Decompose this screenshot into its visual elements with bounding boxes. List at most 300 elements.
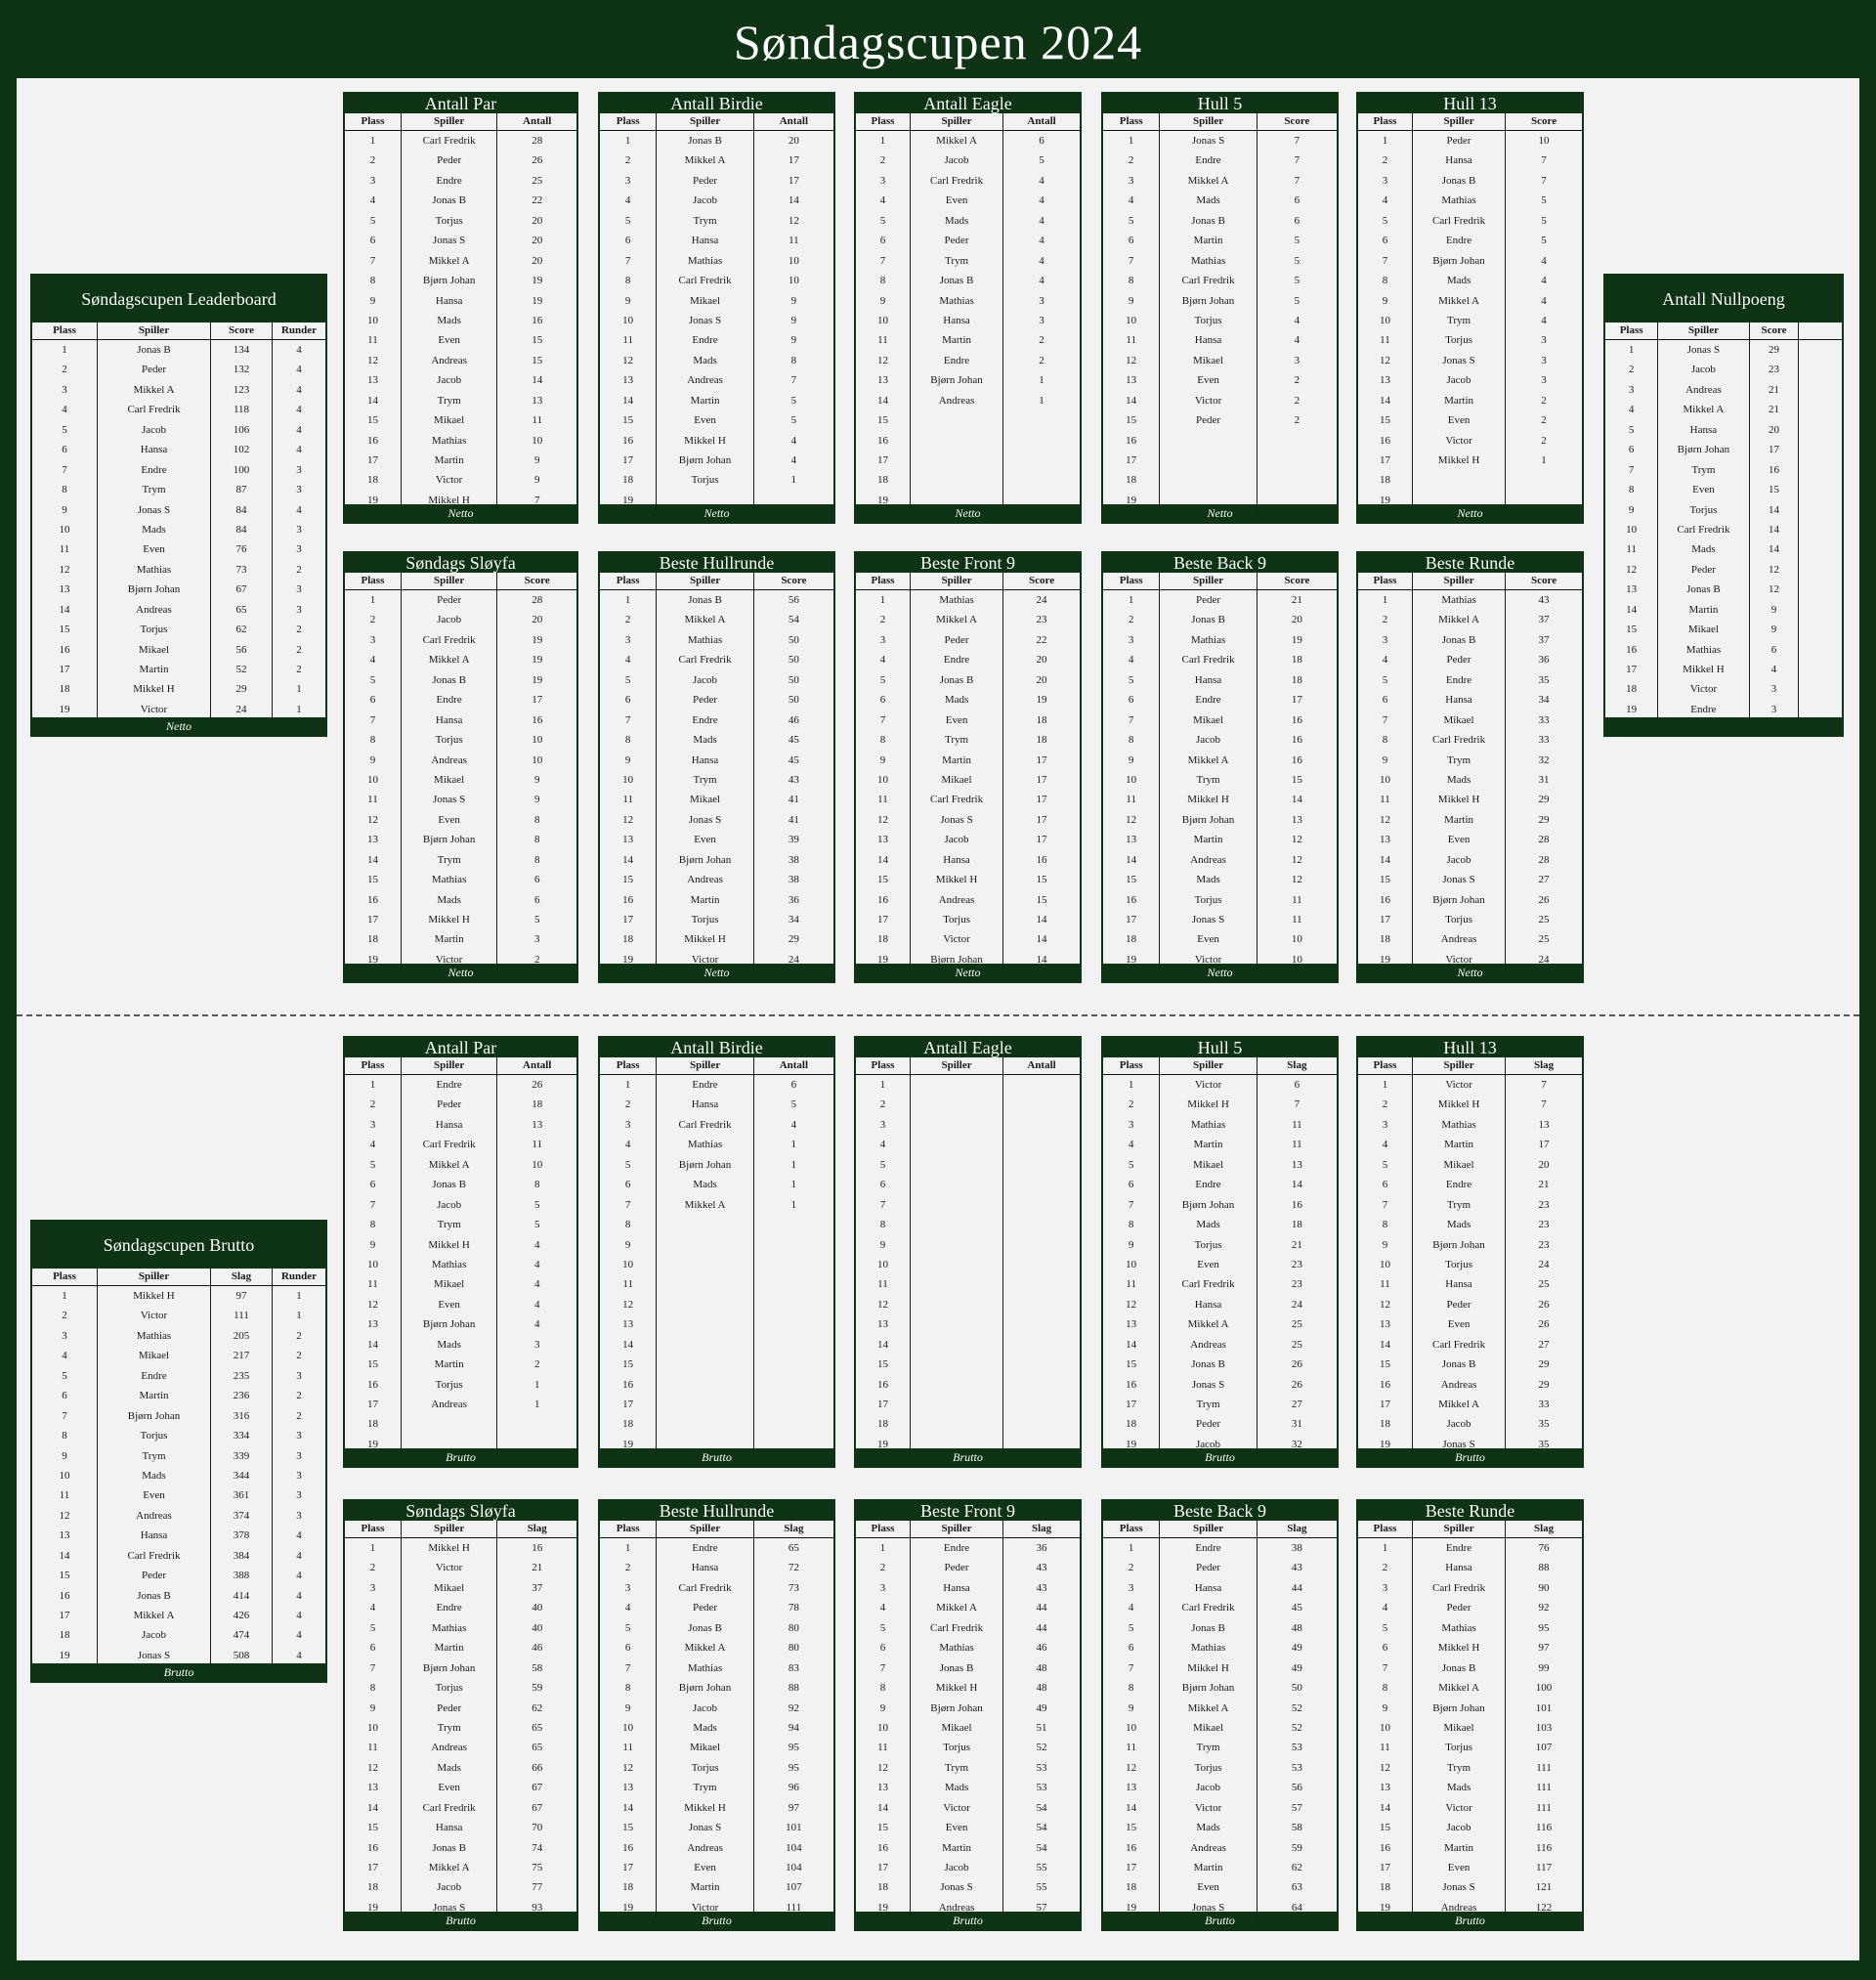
table-cell: Mads <box>401 890 498 910</box>
table-cell: 13 <box>876 1782 888 1794</box>
column-header: Plass <box>871 1059 895 1071</box>
table-row <box>1358 1838 1582 1858</box>
table-cell: 3 <box>1541 354 1547 366</box>
table-cell <box>1003 1375 1080 1395</box>
table-cell: Martin <box>1657 600 1749 620</box>
table-row <box>1103 1558 1337 1577</box>
table-cell: 5 <box>624 673 631 686</box>
table-cell: 5 <box>369 1621 376 1634</box>
table-cell: 12 <box>366 813 378 826</box>
table-cell: 15 <box>1379 1822 1390 1834</box>
table-cell: 44 <box>1291 1581 1302 1594</box>
table-row <box>1605 539 1842 559</box>
table-cell: 25 <box>1538 933 1550 946</box>
table-body <box>345 1057 576 1448</box>
table-row <box>1103 810 1337 830</box>
table-cell: 4 <box>296 383 302 396</box>
table-cell: Mikkel A <box>97 380 211 400</box>
table-cell: 12 <box>1626 563 1638 576</box>
table-row <box>600 231 833 250</box>
netto-table <box>1101 92 1339 524</box>
table-row <box>856 610 1080 629</box>
table-cell <box>656 1414 753 1434</box>
table-cell: 1 <box>1541 454 1547 466</box>
table-cell: 16 <box>366 434 378 447</box>
table-cell: Mikael <box>1159 1718 1257 1738</box>
table-cell: Jonas S <box>656 810 753 830</box>
table-cell: 15 <box>622 1358 634 1371</box>
table-cell: 11 <box>1380 1278 1390 1291</box>
table-row <box>1358 1598 1582 1617</box>
table-row <box>1358 1175 1582 1194</box>
table-cell: 21 <box>1538 1179 1550 1191</box>
table-cell: Endre <box>656 1538 753 1558</box>
table-cell: 56 <box>211 640 273 660</box>
table-cell: Hansa <box>1412 1558 1506 1577</box>
table-cell: 19 <box>1291 633 1302 646</box>
netto-table <box>1356 551 1584 983</box>
table-cell: 1 <box>1382 594 1388 606</box>
column-header: Score <box>1531 575 1557 586</box>
table-cell: 2 <box>369 614 376 626</box>
table-cell: Peder <box>1412 1598 1506 1617</box>
table-cell: Bjørn Johan <box>1412 1699 1506 1718</box>
table-cell: Mads <box>656 1175 753 1194</box>
table-cell: 18 <box>622 933 634 946</box>
table-cell: 17 <box>622 914 634 925</box>
table-cell: 23 <box>1750 360 1800 379</box>
table-cell: Mathias <box>1657 640 1749 660</box>
table-cell: 35 <box>1538 1418 1550 1431</box>
table-cell: Jonas B <box>401 191 498 210</box>
table-cell: 3 <box>296 1449 302 1462</box>
table-cell: Carl Fredrik <box>1412 211 1506 231</box>
table-cell <box>1003 1395 1080 1414</box>
table-cell: 17 <box>1750 440 1800 459</box>
column-header: Slag <box>211 1269 273 1285</box>
table-row <box>600 1738 833 1757</box>
table-row <box>345 1738 576 1757</box>
table-cell: 116 <box>1536 1822 1553 1834</box>
table-cell: 7 <box>624 713 631 726</box>
table-cell: 474 <box>211 1625 273 1645</box>
table-cell: Andreas <box>401 751 498 770</box>
table-cell: 7 <box>624 1198 631 1211</box>
table-title: Hull 5 <box>1197 1038 1243 1057</box>
table-cell: Mikael <box>1159 351 1257 370</box>
table-cell: Mikkel H <box>656 1798 753 1818</box>
table-cell: 48 <box>1036 1661 1047 1674</box>
table-cell: Mikkel A <box>656 1195 753 1215</box>
table-cell: 3 <box>296 523 302 536</box>
table-cell: 2 <box>624 1562 631 1574</box>
table-cell: 9 <box>1382 1701 1388 1714</box>
leaderboard-brutto <box>30 1220 327 1683</box>
table-cell: Martin <box>401 929 498 949</box>
table-cell: 388 <box>211 1566 273 1585</box>
table-cell: 17 <box>622 454 634 466</box>
table-cell: Jonas B <box>656 1618 753 1638</box>
table-cell: Martin <box>401 1355 498 1374</box>
table-cell: 2 <box>296 1350 302 1362</box>
table-cell: 3 <box>879 1118 886 1131</box>
table-cell: 16 <box>1291 713 1302 726</box>
table-row <box>1358 1335 1582 1355</box>
table-cell <box>910 1295 1003 1314</box>
table-cell <box>1258 431 1337 451</box>
table-cell: 4 <box>1128 654 1134 667</box>
table-cell: 3 <box>296 543 302 556</box>
table-cell: 2 <box>1541 394 1547 407</box>
table-cell: 2 <box>1039 334 1045 347</box>
table-cell: Mads <box>656 351 753 370</box>
table-row <box>345 670 576 690</box>
table-row <box>856 1858 1080 1877</box>
table-cell: 88 <box>1538 1562 1550 1574</box>
table-cell: 9 <box>790 294 797 307</box>
table-row <box>345 1095 576 1114</box>
table-cell: 12 <box>876 1761 888 1774</box>
table-cell: 13 <box>1291 813 1302 826</box>
table-cell: 14 <box>366 394 378 407</box>
table-cell: 67 <box>532 1782 543 1794</box>
table-cell: 8 <box>533 834 540 846</box>
table-cell: 10 <box>366 314 378 326</box>
table-cell: 31 <box>1538 773 1550 786</box>
table-cell: 8 <box>624 734 631 747</box>
table-row <box>345 131 576 151</box>
table-cell: 1 <box>369 135 376 147</box>
table-cell: 10 <box>532 1158 543 1171</box>
table-cell: 15 <box>1379 874 1390 886</box>
table-cell <box>910 1395 1003 1414</box>
table-cell: 17 <box>876 914 888 925</box>
column-header: Plass <box>616 1059 640 1071</box>
table-cell: 11 <box>1126 1742 1136 1754</box>
table-cell: 17 <box>1379 1399 1390 1410</box>
table-cell: 2 <box>1541 434 1547 447</box>
column-header: Spiller <box>656 1057 753 1074</box>
table-cell: 18 <box>366 474 378 487</box>
table-row <box>600 1898 833 1917</box>
table-row <box>32 340 325 360</box>
table-cell <box>1003 1095 1080 1114</box>
table-row <box>600 790 833 809</box>
table-cell <box>754 1314 833 1334</box>
table-cell: 3 <box>1128 174 1134 187</box>
table-title: Søndagscupen Leaderboard <box>81 289 277 309</box>
table-row <box>856 431 1080 451</box>
table-cell: Hansa <box>401 1818 498 1837</box>
column-header: Spiller <box>401 1057 498 1074</box>
table-cell: 9 <box>369 753 376 766</box>
table-cell: Torjus <box>401 730 498 750</box>
table-cell: 58 <box>1291 1822 1302 1834</box>
table-cell: Jonas S <box>910 810 1003 830</box>
table-cell: Mads <box>1159 870 1257 889</box>
table-row <box>1103 870 1337 889</box>
table-cell: 19 <box>532 294 543 307</box>
table-cell: Andreas <box>1412 1375 1506 1395</box>
table-cell: Trym <box>97 480 211 499</box>
table-cell: Bjørn Johan <box>1412 890 1506 910</box>
table-title: Antall Par <box>424 1038 497 1057</box>
table-row <box>1103 850 1337 870</box>
table-cell: Martin <box>656 391 753 410</box>
table-cell: 3 <box>624 174 631 187</box>
table-cell: 9 <box>1128 294 1134 307</box>
table-cell: 26 <box>1538 893 1550 906</box>
table-row <box>1358 1578 1582 1598</box>
table-cell: Carl Fredrik <box>656 271 753 290</box>
table-cell: 6 <box>1382 694 1388 707</box>
table-cell: Victor <box>1412 1075 1506 1095</box>
table-row <box>1358 590 1582 610</box>
table-cell <box>1003 1295 1080 1314</box>
table-cell: 15 <box>1626 624 1638 636</box>
table-row <box>1358 311 1582 330</box>
table-cell: Mikael <box>1412 710 1506 730</box>
table-row <box>1358 890 1582 910</box>
table-cell: 236 <box>211 1386 273 1405</box>
table-cell: Bjørn Johan <box>1412 251 1506 271</box>
table-row <box>600 710 833 730</box>
table-row <box>1358 1314 1582 1334</box>
table-row <box>32 539 325 559</box>
table-cell: Andreas <box>1412 929 1506 949</box>
table-cell: Bjørn Johan <box>656 1678 753 1698</box>
column-header: Spiller <box>97 323 211 339</box>
column-header: Plass <box>361 115 385 127</box>
table-cell: 17 <box>1538 1139 1550 1151</box>
table-cell: Mikael <box>910 1718 1003 1738</box>
table-cell: Mikkel H <box>1412 1095 1506 1114</box>
table-cell: 1 <box>879 1079 886 1091</box>
table-cell: Even <box>1657 480 1749 499</box>
table-row <box>345 1778 576 1797</box>
table-cell: 21 <box>532 1562 543 1574</box>
table-cell: 4 <box>1628 404 1635 416</box>
table-cell: 3 <box>369 1581 376 1594</box>
table-cell: 3 <box>1541 374 1547 387</box>
table-cell: 8 <box>1382 1219 1388 1231</box>
table-cell: 3 <box>296 603 302 616</box>
table-row <box>345 291 576 311</box>
table-cell: Mads <box>910 1778 1003 1797</box>
table-cell <box>1003 1215 1080 1234</box>
table-cell <box>910 1335 1003 1355</box>
table-row <box>1358 491 1582 510</box>
table-cell: Mathias <box>1159 1638 1257 1657</box>
table-row <box>345 491 576 510</box>
table-row <box>600 431 833 451</box>
table-cell: 374 <box>211 1506 273 1526</box>
table-row <box>345 1375 576 1395</box>
table-title: Beste Front 9 <box>920 1501 1015 1521</box>
table-cell: 1 <box>1128 135 1134 147</box>
table-cell <box>1159 431 1257 451</box>
table-cell: 75 <box>532 1862 543 1873</box>
table-row <box>345 1598 576 1617</box>
table-cell <box>754 1215 833 1234</box>
table-cell: 45 <box>788 753 799 766</box>
table-row <box>1103 211 1337 231</box>
table-cell: 22 <box>1036 633 1047 646</box>
table-cell: 7 <box>369 1198 376 1211</box>
table-cell: Peder <box>1159 1558 1257 1577</box>
table-cell <box>910 1155 1003 1175</box>
table-cell: Jacob <box>910 830 1003 849</box>
table-cell: 9 <box>62 1449 67 1462</box>
table-cell: 54 <box>788 614 799 626</box>
table-row <box>1358 1195 1582 1215</box>
table-cell: Mikkel A <box>1412 1395 1506 1414</box>
table-cell: 5 <box>533 1198 540 1211</box>
table-cell: 93 <box>532 1901 543 1914</box>
table-cell: Mikkel H <box>1159 790 1257 809</box>
table-cell: Mathias <box>656 1658 753 1678</box>
table-row <box>345 1414 576 1434</box>
table-cell: 19 <box>1379 1438 1390 1450</box>
table-cell: 13 <box>1291 1158 1302 1171</box>
table-row <box>856 171 1080 191</box>
table-row <box>345 1274 576 1294</box>
table-cell: Torjus <box>1159 311 1257 330</box>
table-cell: Bjørn Johan <box>656 1155 753 1175</box>
brutto-table <box>343 1499 578 1931</box>
table-cell: 18 <box>1036 734 1047 747</box>
table-cell: 3 <box>1382 1581 1388 1594</box>
table-cell: Peder <box>97 1566 211 1585</box>
table-body <box>600 1057 833 1448</box>
table-cell: 4 <box>624 194 631 207</box>
table-cell: 3 <box>296 1509 302 1522</box>
table-row <box>600 1335 833 1355</box>
table-row <box>345 1538 576 1558</box>
table-cell: Andreas <box>1657 380 1749 400</box>
table-cell <box>1003 1075 1080 1095</box>
table-cell: 10 <box>1538 135 1550 147</box>
table-cell: Torjus <box>656 910 753 929</box>
table-cell: Jonas S <box>1412 1877 1506 1897</box>
table-cell: 66 <box>532 1761 543 1774</box>
table-row <box>856 1195 1080 1215</box>
table-row <box>345 690 576 710</box>
table-cell: Jonas B <box>1412 1658 1506 1678</box>
table-cell: 2 <box>369 1098 376 1111</box>
column-header: Score <box>211 323 273 339</box>
table-cell: 2 <box>1039 354 1045 366</box>
table-cell: 84 <box>211 500 273 520</box>
table-cell: Trym <box>910 251 1003 271</box>
table-cell: 2 <box>369 1562 376 1574</box>
table-cell: 13 <box>366 1782 378 1794</box>
table-row <box>856 1395 1080 1414</box>
table-cell: 6 <box>533 874 540 886</box>
table-cell: Martin <box>1412 1838 1506 1858</box>
table-cell: 2 <box>624 614 631 626</box>
table-cell: 18 <box>366 933 378 946</box>
table-row <box>32 1485 325 1505</box>
table-cell <box>401 1435 498 1454</box>
table-cell: Mikkel H <box>97 679 211 699</box>
table-cell: 13 <box>1379 1318 1390 1331</box>
table-cell: 19 <box>1126 1438 1137 1450</box>
table-cell <box>1003 1314 1080 1334</box>
table-cell: 12 <box>1291 874 1302 886</box>
table-cell: 7 <box>1128 1198 1134 1211</box>
table-row <box>1103 650 1337 669</box>
table-cell: Mikkel A <box>1159 751 1257 770</box>
table-cell: 12 <box>366 1298 378 1311</box>
table-cell: Bjørn Johan <box>656 451 753 470</box>
table-cell: 1 <box>296 1310 302 1322</box>
table-cell: Trym <box>656 770 753 790</box>
table-row <box>600 151 833 170</box>
table-cell: 10 <box>1379 773 1390 786</box>
table-cell: Jonas S <box>401 231 498 250</box>
table-cell: 107 <box>786 1881 802 1894</box>
table-row <box>1358 751 1582 770</box>
table-cell: 12 <box>1126 1298 1137 1311</box>
table-cell: 7 <box>1382 1661 1388 1674</box>
table-cell: 11 <box>877 1742 888 1754</box>
table-row <box>1358 370 1582 390</box>
table-footer <box>1605 717 1842 735</box>
table-row <box>32 420 325 440</box>
table-cell: 14 <box>1626 603 1638 616</box>
table-cell: 10 <box>622 1721 634 1734</box>
table-cell: 106 <box>211 420 273 440</box>
table-cell: 10 <box>876 1258 888 1270</box>
table-cell: 15 <box>366 874 378 886</box>
table-cell: 13 <box>1379 1782 1390 1794</box>
table-cell: 19 <box>1379 494 1390 506</box>
table-cell: 6 <box>1294 214 1300 227</box>
netto-table <box>854 92 1082 524</box>
table-cell: 20 <box>1036 673 1047 686</box>
table-cell: 26 <box>1538 1318 1550 1331</box>
column-header: Score <box>1284 115 1310 127</box>
table-cell: 26 <box>532 1079 543 1091</box>
table-row <box>856 1215 1080 1234</box>
table-cell: 11 <box>1126 334 1136 347</box>
column-header: Plass <box>1619 324 1643 336</box>
table-cell <box>910 470 1003 490</box>
table-cell: 3 <box>296 484 302 496</box>
table-header-row <box>856 113 1080 131</box>
table-footer: Netto <box>704 506 730 520</box>
table-cell: 14 <box>622 1801 634 1814</box>
table-cell: Peder <box>1159 590 1257 610</box>
table-cell: 16 <box>59 643 70 656</box>
table-cell: 10 <box>1379 1721 1390 1734</box>
table-row <box>1605 600 1842 620</box>
table-cell: 52 <box>1291 1721 1302 1734</box>
table-cell: 16 <box>1291 753 1302 766</box>
column-header: Spiller <box>97 1269 211 1285</box>
table-cell: 1 <box>879 594 886 606</box>
table-cell <box>656 1395 753 1414</box>
table-cell: 20 <box>1291 614 1302 626</box>
table-cell: 19 <box>1126 1901 1137 1914</box>
table-cell: 17 <box>876 1399 888 1410</box>
table-row <box>856 1638 1080 1657</box>
table-cell: 100 <box>1535 1682 1553 1695</box>
table-cell: Mikkel A <box>401 650 498 669</box>
table-row <box>345 1395 576 1414</box>
table-cell: 13 <box>366 834 378 846</box>
